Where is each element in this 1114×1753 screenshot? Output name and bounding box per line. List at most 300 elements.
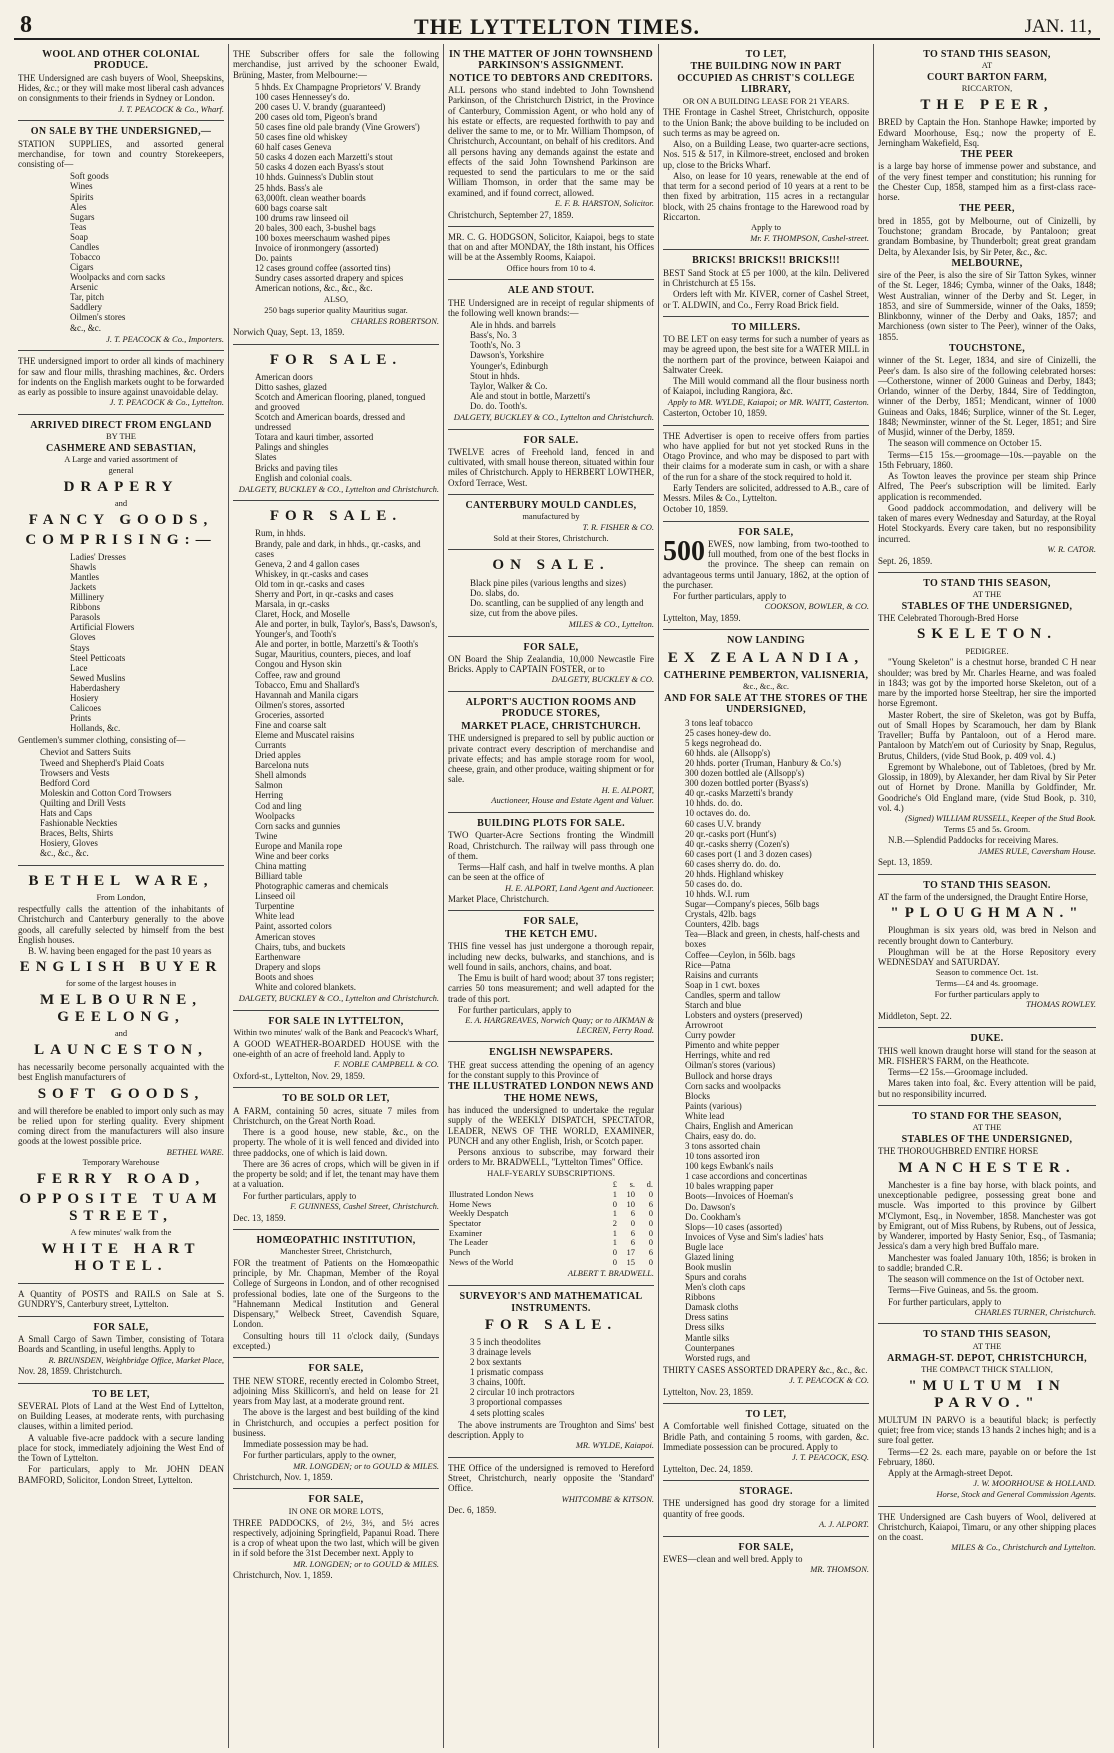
display-line: OPPOSITE TUAM STREET,: [19, 1191, 223, 1225]
list-item: White lead: [685, 1110, 725, 1121]
ad-date: Lyttelton, Nov. 23, 1859.: [663, 1386, 754, 1397]
ad-heading: THE BUILDING NOW IN PART OCCUPIED AS CHRIST'S COLLEGE LIBRARY,: [677, 61, 855, 96]
price-cell: 1: [612, 1188, 617, 1199]
list-item: Teas: [70, 221, 87, 232]
ad-spirits-for-sale: [233, 501, 439, 1010]
ad-body: respectfully calls the attention of the inhabitants of Christchurch and Canterbury generally to the above goods, all carefully selected by himself from the best English houses.: [18, 904, 224, 945]
price-cell: 6: [630, 1237, 635, 1248]
ad-body: The season will commence on October 15.: [888, 438, 1042, 449]
ad-body: THE Office of the undersigned is removed to Hereford Street, Christchurch, nearly opposite the 'Standard' Office.: [448, 1462, 654, 1494]
list-item: 2 circular 10 inch protractors: [470, 1387, 575, 1398]
display-line: SOFT GOODS,: [37, 1085, 205, 1102]
ad-multum-in-parvo: [878, 1324, 1096, 1506]
list-item: Do. Dawson's: [685, 1201, 736, 1212]
ad-body: BEST Sand Stock at £5 per 1000, at the kiln. Delivered in Christchurch at £5 15s.: [663, 267, 869, 289]
ad-line: Season to commence Oct. 1st.: [935, 967, 1039, 978]
ad-fire-bricks: [448, 637, 654, 693]
list-item: Wines: [70, 181, 93, 192]
list-item: Candles, sperm and tallow: [685, 989, 781, 1000]
list-item: Jackets: [70, 582, 96, 593]
ad-line: and: [114, 497, 128, 508]
ad-line: For further particulars apply to: [934, 988, 1040, 999]
paper-name-cell: Spectator: [449, 1217, 482, 1228]
list-item: Sugars: [70, 211, 95, 222]
ad-body: is a large bay horse of immense power and substance, and of the very finest temper and constitution; his running for the Chester Cup, 1858, stamped him as a first-class race-horse.: [878, 161, 1096, 203]
list-item: Damask cloths: [685, 1302, 739, 1313]
display-line: MELBOURNE, GEELONG,: [39, 992, 203, 1026]
display-line: FERRY ROAD,: [36, 1171, 206, 1188]
ad-ketch-emu: [448, 911, 654, 1042]
ad-body: THE Subscriber offers for sale the following merchandise, just arrived by the schooner Ewald, Brüning, Master, from Melbourne:—: [233, 49, 439, 80]
ad-body: THE Advertiser is open to receive offers from parties who have applied for but not yet stocked Runs in the Otago Province, and who may be disposed to part with their claims for a moderate sum in cash, or with a share of the run for a share of the stock required to hold it.: [663, 430, 869, 482]
list-item: Artificial Flowers: [70, 622, 135, 633]
ad-heading: TO LET,: [745, 1408, 787, 1420]
list-item: English and colonial coals.: [255, 472, 352, 483]
table-row: [448, 1258, 654, 1268]
ad-body: THE Undersigned are in receipt of regular shipments of the following well known brands:—: [448, 297, 654, 318]
list-item: Paints (various): [685, 1100, 742, 1111]
list-item: 4 sets plotting scales: [470, 1407, 545, 1418]
list-item: Cod and ling: [255, 800, 302, 811]
column-1: [14, 44, 229, 1748]
ad-candles: [448, 495, 654, 550]
list-item: Younger's, Edinburgh: [470, 360, 549, 371]
ad-body: B. W. having been engaged for the past 10 years as: [28, 946, 212, 957]
list-item: Oilman's stores (various): [685, 1060, 776, 1071]
ad-body: THIS fine vessel has just undergone a thorough repair, including new decks, bulwarks, and stanchions, and is well found in sails, anchors, chains, and boat.: [448, 941, 654, 972]
list-item: Bedford Cord: [40, 777, 90, 788]
price-cell: 0: [648, 1256, 653, 1267]
paper-name-cell: News of the World: [449, 1256, 514, 1267]
ad-body: sire of the Peer, is also the sire of Sir Tatton Sykes, winner of the St. Leger, 1846; Cymba, winner of the Oaks, 1848; West Australian, winner of the Derby and St. Leger, in 1853, and sire of Summerside, winner of the Oaks, 1859; Blinkbonny, winner of the Derby and Oaks, 1857; and Marchioness (own sister to The Peer), winner of the Oaks, 1855.: [878, 270, 1096, 342]
ad-body: N.B.—Splendid Paddocks for receiving Mares.: [888, 835, 1059, 846]
ad-body: A valuable five-acre paddock with a secure landing place for stock, immediately adjoining the West End of the Town of Lyttelton.: [18, 1432, 224, 1464]
price-cell: 0: [612, 1198, 617, 1209]
list-item: China matting: [255, 861, 307, 872]
price-cell: 0: [612, 1247, 617, 1258]
list-item: 100 cases Hennessey's do.: [255, 91, 350, 102]
list-item: 100 kegs Ewbank's nails: [685, 1161, 774, 1172]
display-line: SKELETON.: [916, 626, 1057, 643]
ad-heading: THE PEER: [960, 149, 1014, 160]
display-number: 500: [663, 535, 705, 567]
list-item: Bricks and paving tiles: [255, 462, 338, 473]
ad-line: manufactured by: [522, 511, 580, 522]
ad-signature: E. A. HARGREAVES, Norwich Quay; or to AIKMAN & LECREN, Ferry Road.: [465, 1015, 654, 1035]
list-item: 10 tons assorted iron: [685, 1151, 760, 1162]
ad-date: Christchurch, Nov. 1, 1859.: [233, 1570, 333, 1581]
list-item: Do. scantling, can be supplied of any length and size, cut from the above piles.: [470, 597, 644, 618]
ad-body: Ploughman will be at the Horse Repository every WEDNESDAY and SATURDAY.: [878, 946, 1096, 968]
ad-signature: DALGETY, BUCKLEY & CO.: [551, 674, 654, 685]
list-item: 20 qr.-casks port (Hunt's): [685, 828, 777, 839]
list-item: 50 cases fine old whiskey: [255, 132, 348, 143]
list-item: Spirits: [70, 191, 94, 202]
ad-heading: BUILDING PLOTS FOR SALE.: [477, 817, 625, 829]
ad-body: THE Undersigned are Cash buyers of Wool, delivered at Christchurch, Kaiapoi, Timaru, or any other shipping places on the coast.: [878, 1511, 1096, 1543]
list-item: Lace: [70, 662, 88, 673]
list-item: Saddlery: [70, 302, 102, 313]
ad-timber-for-sale: [233, 345, 439, 502]
ad-signature: E. F. B. HARSTON, Solicitor.: [554, 197, 654, 208]
ad-signature: MR. LONGDEN; or to GOULD & MILES.: [293, 1558, 439, 1569]
list-item: American stoves: [255, 931, 316, 942]
ad-alport-auction: [448, 692, 654, 813]
list-item: Boots and shoes: [255, 971, 314, 982]
list-item: 10 hhds. W.I. rum: [685, 889, 750, 900]
list-item: Ladies' Dresses: [70, 551, 126, 562]
ad-station-supplies: [18, 121, 224, 351]
ad-body: [663, 535, 869, 590]
newspaper-title: THE LYTTELTON TIMES.: [414, 14, 700, 39]
ad-date: Sept. 26, 1859.: [878, 555, 933, 566]
list-item: Gloves: [70, 632, 96, 643]
ad-freehold-land: [448, 430, 654, 495]
list-item: Blocks: [685, 1090, 711, 1101]
list-item: Worsted rugs, and: [685, 1352, 751, 1363]
list-item: Dawson's, Yorkshire: [470, 350, 544, 361]
ad-body: Master Robert, the sire of Skeleton, was got by Buffa, out of Small Hopes by Scaramouch, her dam by Blank Traveller; Buffa by Pantaloon, out of a Herod mare. Pantaloon by Match'em out of Curiosity by Snap, Regulus, Brutus, Childers, (vide Stud Book, p. 409 vol. 4.): [878, 709, 1096, 761]
ad-body: Terms—£2 15s.—Groomage included.: [888, 1067, 1028, 1078]
price-cell: 1: [612, 1227, 617, 1238]
list-item: Counters, 42lb. bags: [685, 919, 759, 930]
list-item: Do. slabs, do.: [470, 587, 520, 598]
ad-date: Oxford-st., Lyttelton, Nov. 29, 1859.: [233, 1070, 365, 1081]
ad-heading: NOTICE TO DEBTORS AND CREDITORS.: [449, 72, 653, 84]
ad-signature: MILES & CO., Lyttelton.: [568, 618, 654, 629]
list-item: Chairs, easy do. do.: [685, 1130, 756, 1141]
list-item: Claret, Hock, and Moselle: [255, 609, 350, 620]
list-item: Scotch and American boards, dressed and undressed: [255, 412, 405, 433]
column-3: [444, 44, 659, 1748]
ad-line: AT THE: [972, 1340, 1002, 1351]
list-item: Billiard table: [255, 871, 303, 882]
ad-signature: MILES & Co., Christchurch and Lyttelton.: [951, 1542, 1096, 1553]
table-row: [448, 1238, 654, 1248]
ad-date: Market Place, Christchurch.: [448, 894, 549, 905]
ad-ale-stout: [448, 280, 654, 429]
list-item: Bugle lace: [685, 1241, 724, 1252]
ad-line: Office hours from 10 to 4.: [506, 262, 596, 273]
display-line: FANCY GOODS,: [28, 511, 214, 528]
ad-line: A few minutes' walk from the: [70, 1227, 172, 1238]
list-item: Quilting and Drill Vests: [40, 797, 126, 808]
ad-signature: BETHEL WARE.: [166, 1146, 224, 1157]
ad-body: Immediate possession may be had.: [243, 1439, 369, 1450]
list-item: Ribbons: [70, 602, 101, 613]
list-item: Curry powder: [685, 1030, 736, 1041]
ad-signature: Horse, Stock and General Commission Agents.: [936, 1488, 1096, 1499]
display-line: "PLOUGHMAN.": [890, 905, 1084, 922]
list-item: 300 dozen bottled ale (Allsopp's): [685, 768, 805, 779]
subscriptions-table: [448, 1180, 654, 1267]
list-item: American doors: [255, 371, 313, 382]
list-item: Hosiery: [70, 692, 99, 703]
ad-body: For further particulars, apply to: [673, 591, 787, 602]
list-item: &c., &c.: [70, 322, 101, 333]
ad-signature: J. W. MOORHOUSE & HOLLAND.: [973, 1478, 1096, 1489]
ad-body: For further particulars, apply to the owner,: [243, 1450, 397, 1461]
list-item: Boots—Invoices of Hoeman's: [685, 1191, 794, 1202]
ad-heading: STORAGE.: [739, 1486, 793, 1498]
ad-body: There are 36 acres of crops, which will be given in if the property be sold; and if let, the tenant may have them at a valuation.: [233, 1158, 439, 1190]
list-item: 100 drums raw linseed oil: [255, 212, 349, 223]
ad-heading: ALPORT'S AUCTION ROOMS AND PRODUCE STORES,: [465, 697, 637, 720]
list-item: Haberdashery: [70, 682, 120, 693]
list-item: White lead: [255, 911, 295, 922]
list-item: Hollands, &c.: [70, 723, 121, 734]
ad-date: Nov. 28, 1859. Christchurch.: [18, 1366, 123, 1377]
ad-line: and: [114, 1028, 128, 1039]
ad-body: MULTUM IN PARVO is a beautiful black; is perfectly quiet; free from vice; stands 13 hands 2 inches high; and is a sure foal getter.: [878, 1414, 1096, 1446]
list-item: Invoice of ironmongery (assorted): [255, 243, 379, 253]
ad-signature: ALBERT T. BRADWELL.: [567, 1268, 654, 1279]
list-item: 40 qr.-casks Marzetti's brandy: [685, 788, 794, 799]
list-item: Black pine piles (various lengths and sizes): [470, 577, 626, 588]
ad-signature: Mr. F. THOMPSON, Cashel-street.: [750, 232, 869, 243]
ad-body: The Mill would command all the flour business north of Kaiapoi, including Rangiora, &c.: [663, 376, 869, 397]
list-item: Parasols: [70, 612, 100, 623]
ad-body: The Emu is built of hard wood; about 37 tons register; carries 50 tons measurement; and well adapted for the trade of this port.: [448, 973, 654, 1004]
list-item: 5 kegs negrohead do.: [685, 737, 762, 748]
price-cell: 6: [648, 1198, 653, 1209]
price-cell: 6: [648, 1247, 653, 1258]
list-item: Soft goods: [70, 171, 109, 182]
list-item: Dress silks: [685, 1322, 725, 1333]
list-item: Woolpacks and corn sacks: [70, 272, 165, 283]
ad-signature: (Signed) WILLIAM RUSSELL, Keeper of the Stud Book.: [905, 813, 1096, 823]
list-item: Invoices of Vyse and Sim's ladies' hats: [685, 1231, 824, 1242]
ad-homoeopathic: [233, 1230, 439, 1358]
list-item: Soap in 1 cwt. boxes: [685, 979, 760, 990]
ad-heading: TO BE SOLD OR LET,: [282, 1093, 390, 1105]
ad-signature: MR. LONGDEN; or to GOULD & MILES.: [293, 1460, 439, 1471]
ad-signature: COOKSON, BOWLER, & CO.: [764, 601, 869, 612]
list-item: Prints: [70, 713, 92, 724]
ad-heading: TO STAND THIS SEASON,: [923, 49, 1051, 60]
ad-signature: J. T. PEACOCK & Co., Wharf.: [118, 103, 224, 114]
ad-line: Temporary Warehouse: [82, 1157, 160, 1168]
list-item: Drapery and slops: [255, 961, 321, 972]
list-item: Rice—Patna: [685, 959, 731, 970]
list-item: 200 cases U. V. brandy (guaranteed): [255, 101, 386, 112]
price-cell: 10: [626, 1198, 635, 1209]
list-item: Palings and shingles: [255, 442, 329, 453]
ad-sawn-timber: [18, 1317, 224, 1384]
list-item: 10 hhds. do. do.: [685, 798, 743, 809]
display-line: EX ZEALANDIA,: [667, 649, 865, 666]
ad-body: A Comfortable well finished Cottage, situated on the Bridle Path, and containing 5 rooms, with garden, &c. Immediate possession can be procured. Apply to: [663, 1421, 869, 1452]
ad-body: has induced the undersigned to undertake the regular supply of the WEEKLY DISPATCH, SPECTATOR, LEADER, NEWS OF THE WORLD, EXAMINER, PUNCH and any other English, Irish, or Scotch paper.: [448, 1105, 654, 1146]
list-item: Taylor, Walker & Co.: [470, 380, 548, 391]
ad-heading: TO BE LET,: [92, 1388, 150, 1400]
list-item: Oilmen's stores: [70, 312, 126, 323]
list-item: 25 cases honey-dew do.: [685, 727, 771, 738]
list-item: Barcelona nuts: [255, 760, 309, 771]
goods-list: [685, 718, 869, 1363]
ad-line: Sold at their Stores, Christchurch.: [493, 532, 609, 543]
goods-list: [470, 578, 654, 618]
ad-500-ewes: [663, 522, 869, 631]
ad-machinery: [18, 351, 224, 415]
ad-body: For particulars, apply to Mr. JOHN DEAN BAMFORD, Solicitor, London Street, Lyttelton.: [18, 1464, 224, 1485]
list-item: Sugar, Mauritius, counters, pieces, and loaf: [255, 649, 411, 660]
ad-line: AT THE: [972, 589, 1002, 600]
display-line: ENGLISH BUYER: [19, 959, 223, 976]
column-2: [229, 44, 444, 1748]
ad-body: SEVERAL Plots of Land at the West End of Lyttelton, on Building Leases, at moderate rents, with purchasing clauses, within a limited period.: [18, 1400, 224, 1432]
ad-building-plots: [448, 813, 654, 912]
paper-name-cell: Weekly Despatch: [449, 1208, 509, 1219]
ad-line: for some of the largest houses in: [65, 978, 177, 989]
ad-signature: J. T. PEACOCK & Co., Importers.: [106, 333, 224, 344]
list-item: 12 cases ground coffee (assorted tins): [255, 263, 391, 274]
ad-date: Norwich Quay, Sept. 13, 1859.: [233, 327, 345, 338]
list-item: Corn sacks and gunnies: [255, 820, 341, 831]
masthead: [14, 10, 1100, 40]
ad-body: Manchester was foaled January 10th, 1856; is broken in to saddle; branded C.R.: [878, 1252, 1096, 1273]
list-item: Bullock and horse drays: [685, 1070, 773, 1081]
list-item: 50 casks 4 dozen each Byass's stout: [255, 162, 384, 173]
ad-heading: TO LET,: [745, 49, 787, 60]
ad-body: winner of the St. Leger, 1834, and sire of Cinizelli, the Peer's dam. Is also sire of the following celebrated horses:—Cotherstone, winner of 2000 Guineas and Derby, 1843; Orlando, winner of the Derby, 1844, Sire of Teddington, winner of the Derby, 1851; Mendicant, winner of 1000 Guineas and Oaks, 1846; Surplice, winner of the St. Leger, 1848; Newminster, winner of the St. Leger, 1851; and Sire of Musjid, winner of the Derby, 1859.: [878, 355, 1096, 438]
ad-duke: [878, 1028, 1096, 1106]
ad-line: OR ON A BUILDING LEASE FOR 21 YEARS.: [682, 95, 850, 106]
list-item: Candles: [70, 241, 99, 252]
ad-signature: Auctioneer, House and Estate Agent and Valuer.: [491, 795, 654, 806]
list-item: Arsenic: [70, 282, 98, 293]
ad-heading: MARKET PLACE, CHRISTCHURCH.: [461, 720, 641, 732]
ad-signature: H. E. ALPORT,: [601, 784, 654, 795]
list-item: Currants: [255, 740, 286, 751]
display-line: "MULTUM IN PARVO.": [908, 1377, 1066, 1411]
display-line: FOR SALE.: [484, 1316, 618, 1333]
list-item: Cigars: [70, 262, 94, 273]
ad-wool-produce: [18, 44, 224, 121]
list-item: 50 casks 4 dozen each Marzetti's stout: [255, 152, 393, 163]
ad-date: Dec. 13, 1859.: [233, 1212, 286, 1223]
ad-line: Terms £5 and 5s. Groom.: [943, 823, 1031, 834]
list-item: Tobacco, Emu and Shallard's: [255, 679, 360, 690]
list-item: Hats and Caps: [40, 807, 92, 818]
ad-body: ON Board the Ship Zealandia, 10,000 Newcastle Fire Bricks. Apply to CAPTAIN FOSTER, or to: [448, 653, 654, 675]
ad-signature: J. T. PEACOCK & Co., Lyttelton.: [109, 397, 224, 408]
price-cell: 2: [612, 1217, 617, 1228]
ad-line: From London,: [96, 892, 146, 903]
price-cell: 0: [612, 1256, 617, 1267]
ad-signature: CHARLES ROBERTSON.: [350, 315, 439, 326]
ad-body: bred in 1855, got by Melbourne, out of Cinizelli, by Touchstone; grandam Brocade, by Pantaloon; great grandam Bombasine, by Thunderbolt; great great grandam Delta, by Alexander Isis, by Sir Peter, &c., &c.: [878, 215, 1096, 257]
ad-heading: ALE AND STOUT.: [507, 285, 595, 297]
list-item: Woolpacks: [255, 810, 295, 821]
price-cell: 17: [626, 1247, 635, 1258]
list-item: 60 cases port (1 and 3 dozen cases): [685, 848, 812, 859]
ad-heading: COURT BARTON FARM,: [927, 72, 1047, 84]
list-item: 10 hhds. Guinness's Dublin stout: [255, 172, 374, 183]
list-item: 50 cases do. do.: [685, 879, 743, 890]
list-item: 200 cases old tom, Pigeon's brand: [255, 111, 378, 122]
ad-ploughman: [878, 875, 1096, 1029]
goods-list: [40, 747, 224, 858]
display-line: MANCHESTER.: [898, 1159, 1076, 1176]
ad-signature: T. R. FISHER & CO.: [582, 522, 654, 533]
ad-heading: TOUCHSTONE,: [948, 342, 1025, 354]
price-cell: 10: [626, 1188, 635, 1199]
ad-whitcombe-kitson: [448, 1458, 654, 1522]
ad-line: Manchester Street, Christchurch,: [280, 1246, 392, 1257]
list-item: Old tom in qr.-casks and cases: [255, 578, 365, 589]
ad-body: Persons anxious to subscribe, may forward their orders to Mr. BRADWELL, "Lyttelton Times" Office.: [448, 1147, 654, 1168]
ad-signature: Apply to MR. WYLDE, Kaiapoi; or MR. WAITT, Casterton.: [667, 396, 869, 407]
ad-date: Casterton, October 10, 1859.: [663, 408, 767, 419]
ad-body: THE undersigned has good dry storage for a limited quantity of free goods.: [663, 1498, 869, 1519]
ad-body: Terms—£15 15s.—groomage—10s.—payable on the 15th February, 1860.: [878, 449, 1096, 470]
ad-signature: THOMAS ROWLEY.: [1025, 999, 1096, 1010]
list-item: Earthenware: [255, 951, 301, 962]
ad-signature: J. T. PEACOCK & CO.: [789, 1375, 869, 1386]
ad-heading: THE ILLUSTRATED LONDON NEWS AND THE HOME NEWS,: [448, 1081, 654, 1104]
ad-line: Apply to: [751, 222, 781, 232]
list-item: Millinery: [70, 592, 104, 603]
ad-heading: DUKE.: [970, 1033, 1004, 1045]
ad-heading: STABLES OF THE UNDERSIGNED,: [901, 1134, 1073, 1146]
paper-name-cell: The Leader: [449, 1237, 488, 1248]
list-item: Chairs, English and American: [685, 1120, 793, 1131]
ad-heading: THE KETCH EMU.: [504, 928, 598, 940]
ad-line: AT: [981, 60, 993, 71]
ad-body: has necessarily become personally acquainted with the best English manufacturers of: [18, 1062, 224, 1083]
ad-heading: TO STAND THIS SEASON.: [923, 879, 1051, 891]
ad-date: Lyttelton, May, 1859.: [663, 613, 741, 624]
goods-list: [255, 372, 439, 483]
ad-heading: TO MILLERS.: [731, 321, 801, 333]
ad-bricks: [663, 250, 869, 316]
ad-body: THE NEW STORE, recently erected in Colombo Street, adjoining Miss Skillicorn's, and held on lease for 21 years from May last, at a moderate ground rent.: [233, 1375, 439, 1407]
paper-name-cell: Home News: [449, 1198, 492, 1209]
ad-body: THIS well known draught horse will stand for the season at MR. FISHER'S FARM, on the Heathcote.: [878, 1045, 1096, 1066]
list-item: 20 hhds. porter (Truman, Hanbury & Co.'s): [685, 758, 842, 769]
price-cell: 1: [612, 1208, 617, 1219]
list-item: Ribbons: [685, 1292, 716, 1303]
ad-body: Gentlemen's summer clothing, consisting of—: [18, 735, 186, 746]
list-item: 10 bales wrapping paper: [685, 1181, 774, 1192]
ad-line: HALF-YEARLY SUBSCRIPTIONS.: [487, 1167, 615, 1178]
ad-body: BRED by Captain the Hon. Stanhope Hawke; imported by Edward Moorhouse, Esq.; now the property of E. Jerningham Wakefield, Esq.: [878, 117, 1096, 148]
display-line: ON SALE.: [492, 557, 610, 574]
display-line: WHITE HART HOTEL.: [41, 1241, 201, 1275]
ad-line: ALSO,: [323, 294, 349, 305]
list-item: 3 proportional compasses: [470, 1397, 562, 1408]
ad-heading: HOMŒOPATHIC INSTITUTION,: [256, 1234, 416, 1246]
ad-heading: ARRIVED DIRECT FROM ENGLAND: [30, 419, 212, 431]
list-item: Fashionable Neckties: [40, 818, 118, 828]
list-item: Counterpanes: [685, 1342, 735, 1353]
column-5: [874, 44, 1100, 1748]
price-cell: 0: [648, 1227, 653, 1238]
ad-body: Also, on lease for 10 years, renewable at the end of that term for a second period of 10 years at a rent to be then fixed by arbitration, 115 acres in a rectangular block, with 25 chains frontage to the Harewood road by Riccarton.: [663, 170, 869, 222]
list-item: &c., &c., &c.: [40, 848, 89, 859]
list-item: Do. do. Tooth's.: [470, 400, 528, 411]
ad-heading: FOR SALE,: [93, 1321, 149, 1333]
list-item: Do. Cookham's: [685, 1211, 741, 1222]
ad-body: Apply at the Armagh-street Depot.: [888, 1468, 1013, 1479]
list-item: 100 boxes meerschaum washed pipes: [255, 232, 390, 243]
ad-body: Terms—£2 2s. each mare, payable on or before the 1st February, 1860.: [878, 1446, 1096, 1467]
ad-body: As Towton leaves the province per steam ship Prince Alfred, The Peer's subscription will be limited. Early application is recommended.: [878, 471, 1096, 502]
ad-line: RICCARTON,: [961, 83, 1013, 94]
list-item: 3 chains, 100ft.: [470, 1377, 526, 1388]
ad-signature: A. J. ALPORT.: [819, 1518, 869, 1529]
